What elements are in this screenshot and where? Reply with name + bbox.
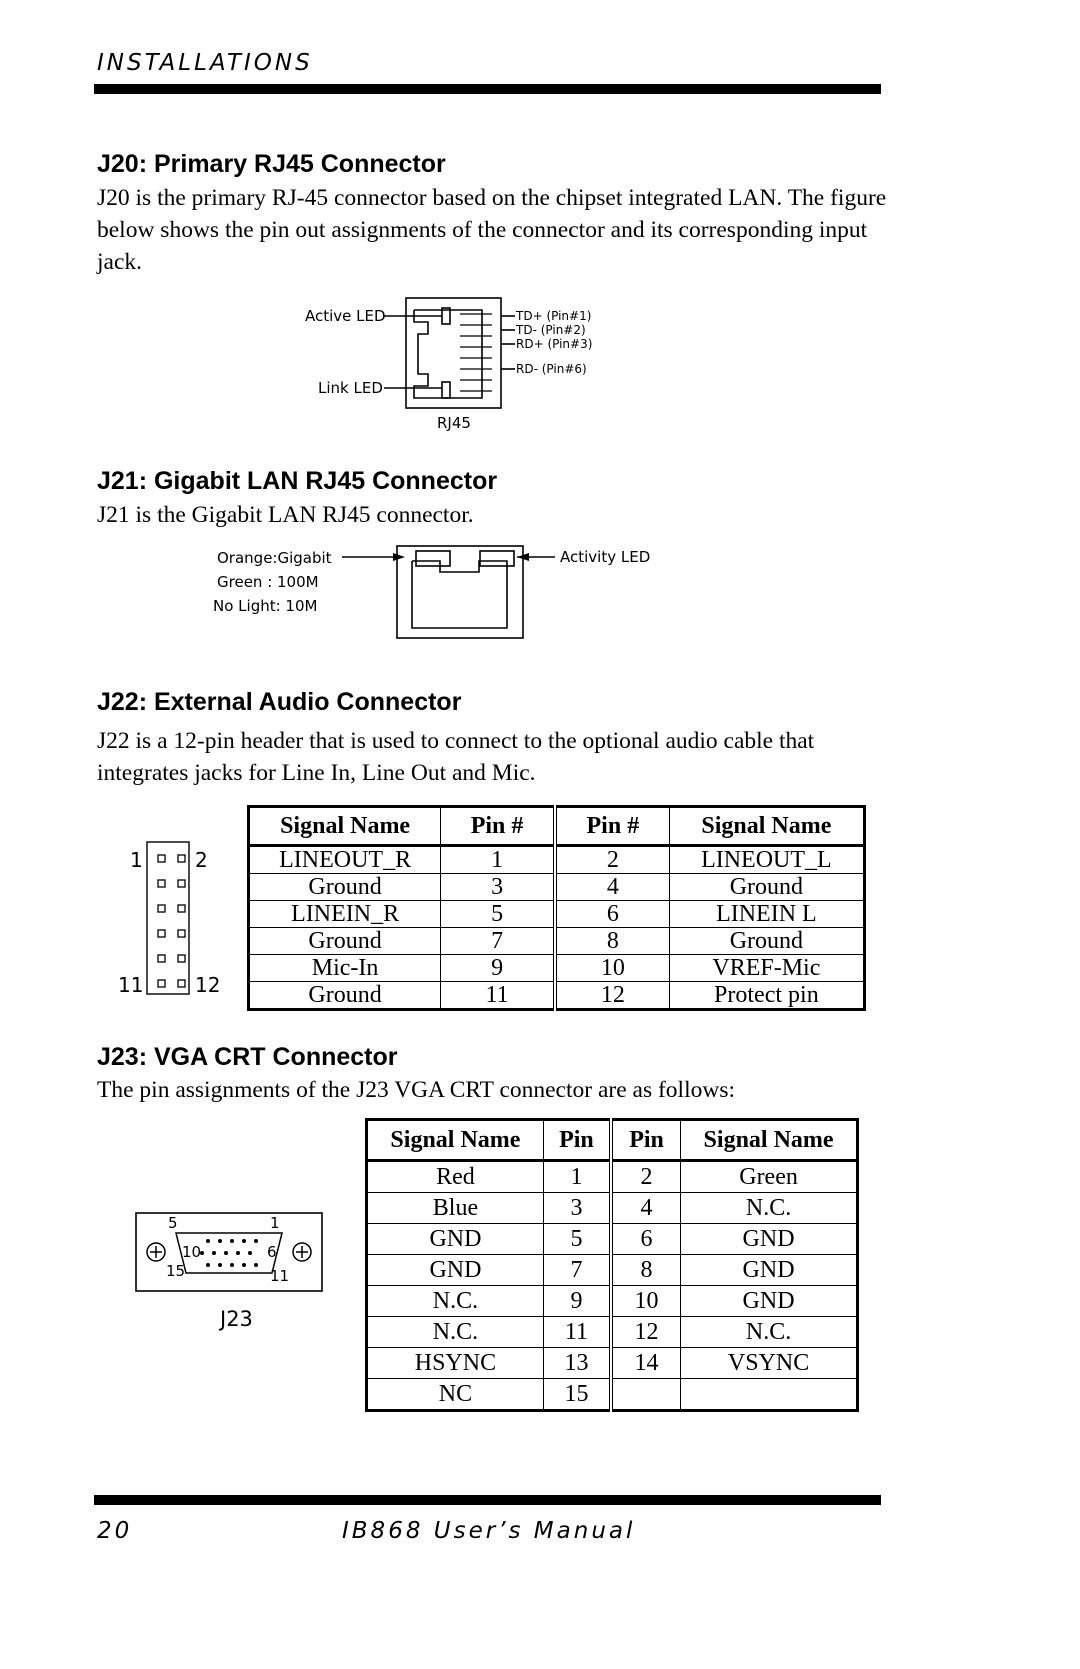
pin-cell: 5 <box>441 901 555 928</box>
column-header: Signal Name <box>669 807 864 846</box>
pin-cell: 3 <box>441 874 555 901</box>
signal-cell: VSYNC <box>681 1348 858 1379</box>
pin-cell: 7 <box>441 928 555 955</box>
j20-title: J20: Primary RJ45 Connector <box>97 150 446 178</box>
table-header-row <box>249 807 865 846</box>
table-row <box>249 874 865 901</box>
signal-cell: GND <box>367 1255 544 1286</box>
pin-cell: 10 <box>611 1286 681 1317</box>
pin-cell: 7 <box>543 1255 611 1286</box>
table-row <box>367 1193 858 1224</box>
table-row <box>367 1379 858 1411</box>
signal-cell: N.C. <box>367 1286 544 1317</box>
10m-led-label: No Light: 10M <box>213 597 318 615</box>
signal-cell: Ground <box>669 874 864 901</box>
pin-cell: 1 <box>543 1161 611 1193</box>
signal-cell: Ground <box>249 928 441 955</box>
table-row <box>249 901 865 928</box>
j21-rj45-diagram <box>205 538 685 643</box>
signal-cell: Green <box>681 1161 858 1193</box>
pin-cell: 10 <box>555 955 669 982</box>
pin-cell: 2 <box>555 846 669 874</box>
pin-cell: 11 <box>543 1317 611 1348</box>
signal-cell: LINEOUT_L <box>669 846 864 874</box>
signal-cell: Blue <box>367 1193 544 1224</box>
vga-pin10-label: 10 <box>182 1243 202 1261</box>
pin-cell: 8 <box>555 928 669 955</box>
signal-cell: Mic-In <box>249 955 441 982</box>
pin-cell: 4 <box>611 1193 681 1224</box>
vga-pin5-label: 5 <box>168 1214 178 1232</box>
table-row <box>249 982 865 1010</box>
running-header: INSTALLATIONS <box>97 50 313 76</box>
pin-cell: 2 <box>611 1161 681 1193</box>
signal-cell: LINEIN_R <box>249 901 441 928</box>
pin-cell: 6 <box>555 901 669 928</box>
pin-cell <box>611 1379 681 1411</box>
pin-cell: 5 <box>543 1224 611 1255</box>
signal-cell: Ground <box>249 982 441 1010</box>
signal-cell: VREF-Mic <box>669 955 864 982</box>
signal-cell <box>681 1379 858 1411</box>
table-row <box>367 1224 858 1255</box>
j22-title: J22: External Audio Connector <box>97 688 462 716</box>
activity-led-label: Activity LED <box>560 548 651 566</box>
table-row <box>367 1255 858 1286</box>
signal-cell: LINEIN L <box>669 901 864 928</box>
column-header: Pin <box>543 1120 611 1161</box>
pin-cell: 4 <box>555 874 669 901</box>
active-led-label: Active LED <box>305 307 386 325</box>
vga-pin1-label: 1 <box>270 1214 280 1232</box>
table-row <box>249 955 865 982</box>
pin-cell: 6 <box>611 1224 681 1255</box>
column-header: Signal Name <box>367 1120 544 1161</box>
signal-cell: HSYNC <box>367 1348 544 1379</box>
pin3-label: RD+ (Pin#3) <box>516 337 593 351</box>
pin6-label: RD- (Pin#6) <box>516 362 587 376</box>
pin-cell: 15 <box>543 1379 611 1411</box>
signal-cell: GND <box>367 1224 544 1255</box>
pin-cell: 8 <box>611 1255 681 1286</box>
header-pin12-label: 12 <box>195 973 221 997</box>
signal-cell: Red <box>367 1161 544 1193</box>
signal-cell: Protect pin <box>669 982 864 1010</box>
signal-cell: LINEOUT_R <box>249 846 441 874</box>
gigabit-led-label: Orange:Gigabit <box>217 549 332 567</box>
signal-cell: GND <box>681 1286 858 1317</box>
pin-cell: 14 <box>611 1348 681 1379</box>
signal-cell: GND <box>681 1224 858 1255</box>
mounting-screw-right <box>293 1243 311 1261</box>
header-pin11-label: 11 <box>118 973 144 997</box>
100m-led-label: Green : 100M <box>217 573 319 591</box>
j23-caption: J23 <box>220 1307 253 1331</box>
j22-header-diagram <box>112 838 232 998</box>
pin-cell: 1 <box>441 846 555 874</box>
j20-rj45-diagram <box>300 290 620 435</box>
table-row <box>367 1161 858 1193</box>
header-pin1-label: 1 <box>130 848 143 872</box>
signal-cell: N.C. <box>367 1317 544 1348</box>
pin-cell: 12 <box>611 1317 681 1348</box>
link-led-label: Link LED <box>318 379 383 397</box>
column-header: Signal Name <box>681 1120 858 1161</box>
j23-description: The pin assignments of the J23 VGA CRT connector are as follows: <box>97 1077 735 1103</box>
j21-title: J21: Gigabit LAN RJ45 Connector <box>97 467 498 495</box>
j23-title: J23: VGA CRT Connector <box>97 1043 398 1071</box>
signal-cell: GND <box>681 1255 858 1286</box>
column-header: Pin # <box>441 807 555 846</box>
column-header: Signal Name <box>249 807 441 846</box>
vga-pin6-label: 6 <box>267 1243 277 1261</box>
j22-description: J22 is a 12-pin header that is used to connect to the optional audio cable that integrates jacks for Line In, Line Out and Mic. <box>97 728 815 786</box>
signal-cell: N.C. <box>681 1193 858 1224</box>
j20-description: J20 is the primary RJ-45 connector based on the chipset integrated LAN. The figure below shows the pin out assignments of the connector and its corresponding input jack. <box>97 185 887 275</box>
j23-vga-diagram <box>130 1205 330 1335</box>
j23-pin-table <box>365 1118 859 1412</box>
pin1-label: TD+ (Pin#1) <box>516 309 592 323</box>
table-header-row <box>367 1120 858 1161</box>
pin-cell: 9 <box>543 1286 611 1317</box>
page-number: 20 <box>97 1518 133 1544</box>
mounting-screw-left <box>147 1243 165 1261</box>
signal-cell: N.C. <box>681 1317 858 1348</box>
column-header: Pin # <box>555 807 669 846</box>
manual-title: IB868 User’s Manual <box>342 1518 636 1544</box>
table-row <box>367 1317 858 1348</box>
j22-pin-table <box>247 805 866 1011</box>
j21-description: J21 is the Gigabit LAN RJ45 connector. <box>97 502 474 528</box>
column-header: Pin <box>611 1120 681 1161</box>
pin-cell: 13 <box>543 1348 611 1379</box>
table-row <box>249 846 865 874</box>
footer-rule <box>94 1495 881 1505</box>
table-row <box>367 1286 858 1317</box>
vga-pin11-label: 11 <box>270 1267 290 1285</box>
signal-cell: Ground <box>669 928 864 955</box>
rj45-caption: RJ45 <box>437 414 471 432</box>
pin2-label: TD- (Pin#2) <box>516 323 586 337</box>
header-rule <box>94 84 881 94</box>
table-row <box>367 1348 858 1379</box>
pin-cell: 12 <box>555 982 669 1010</box>
vga-pin15-label: 15 <box>166 1262 186 1280</box>
table-row <box>249 928 865 955</box>
pin-cell: 11 <box>441 982 555 1010</box>
signal-cell: Ground <box>249 874 441 901</box>
signal-cell: NC <box>367 1379 544 1411</box>
pin-cell: 3 <box>543 1193 611 1224</box>
pin-cell: 9 <box>441 955 555 982</box>
header-pin2-label: 2 <box>195 848 208 872</box>
